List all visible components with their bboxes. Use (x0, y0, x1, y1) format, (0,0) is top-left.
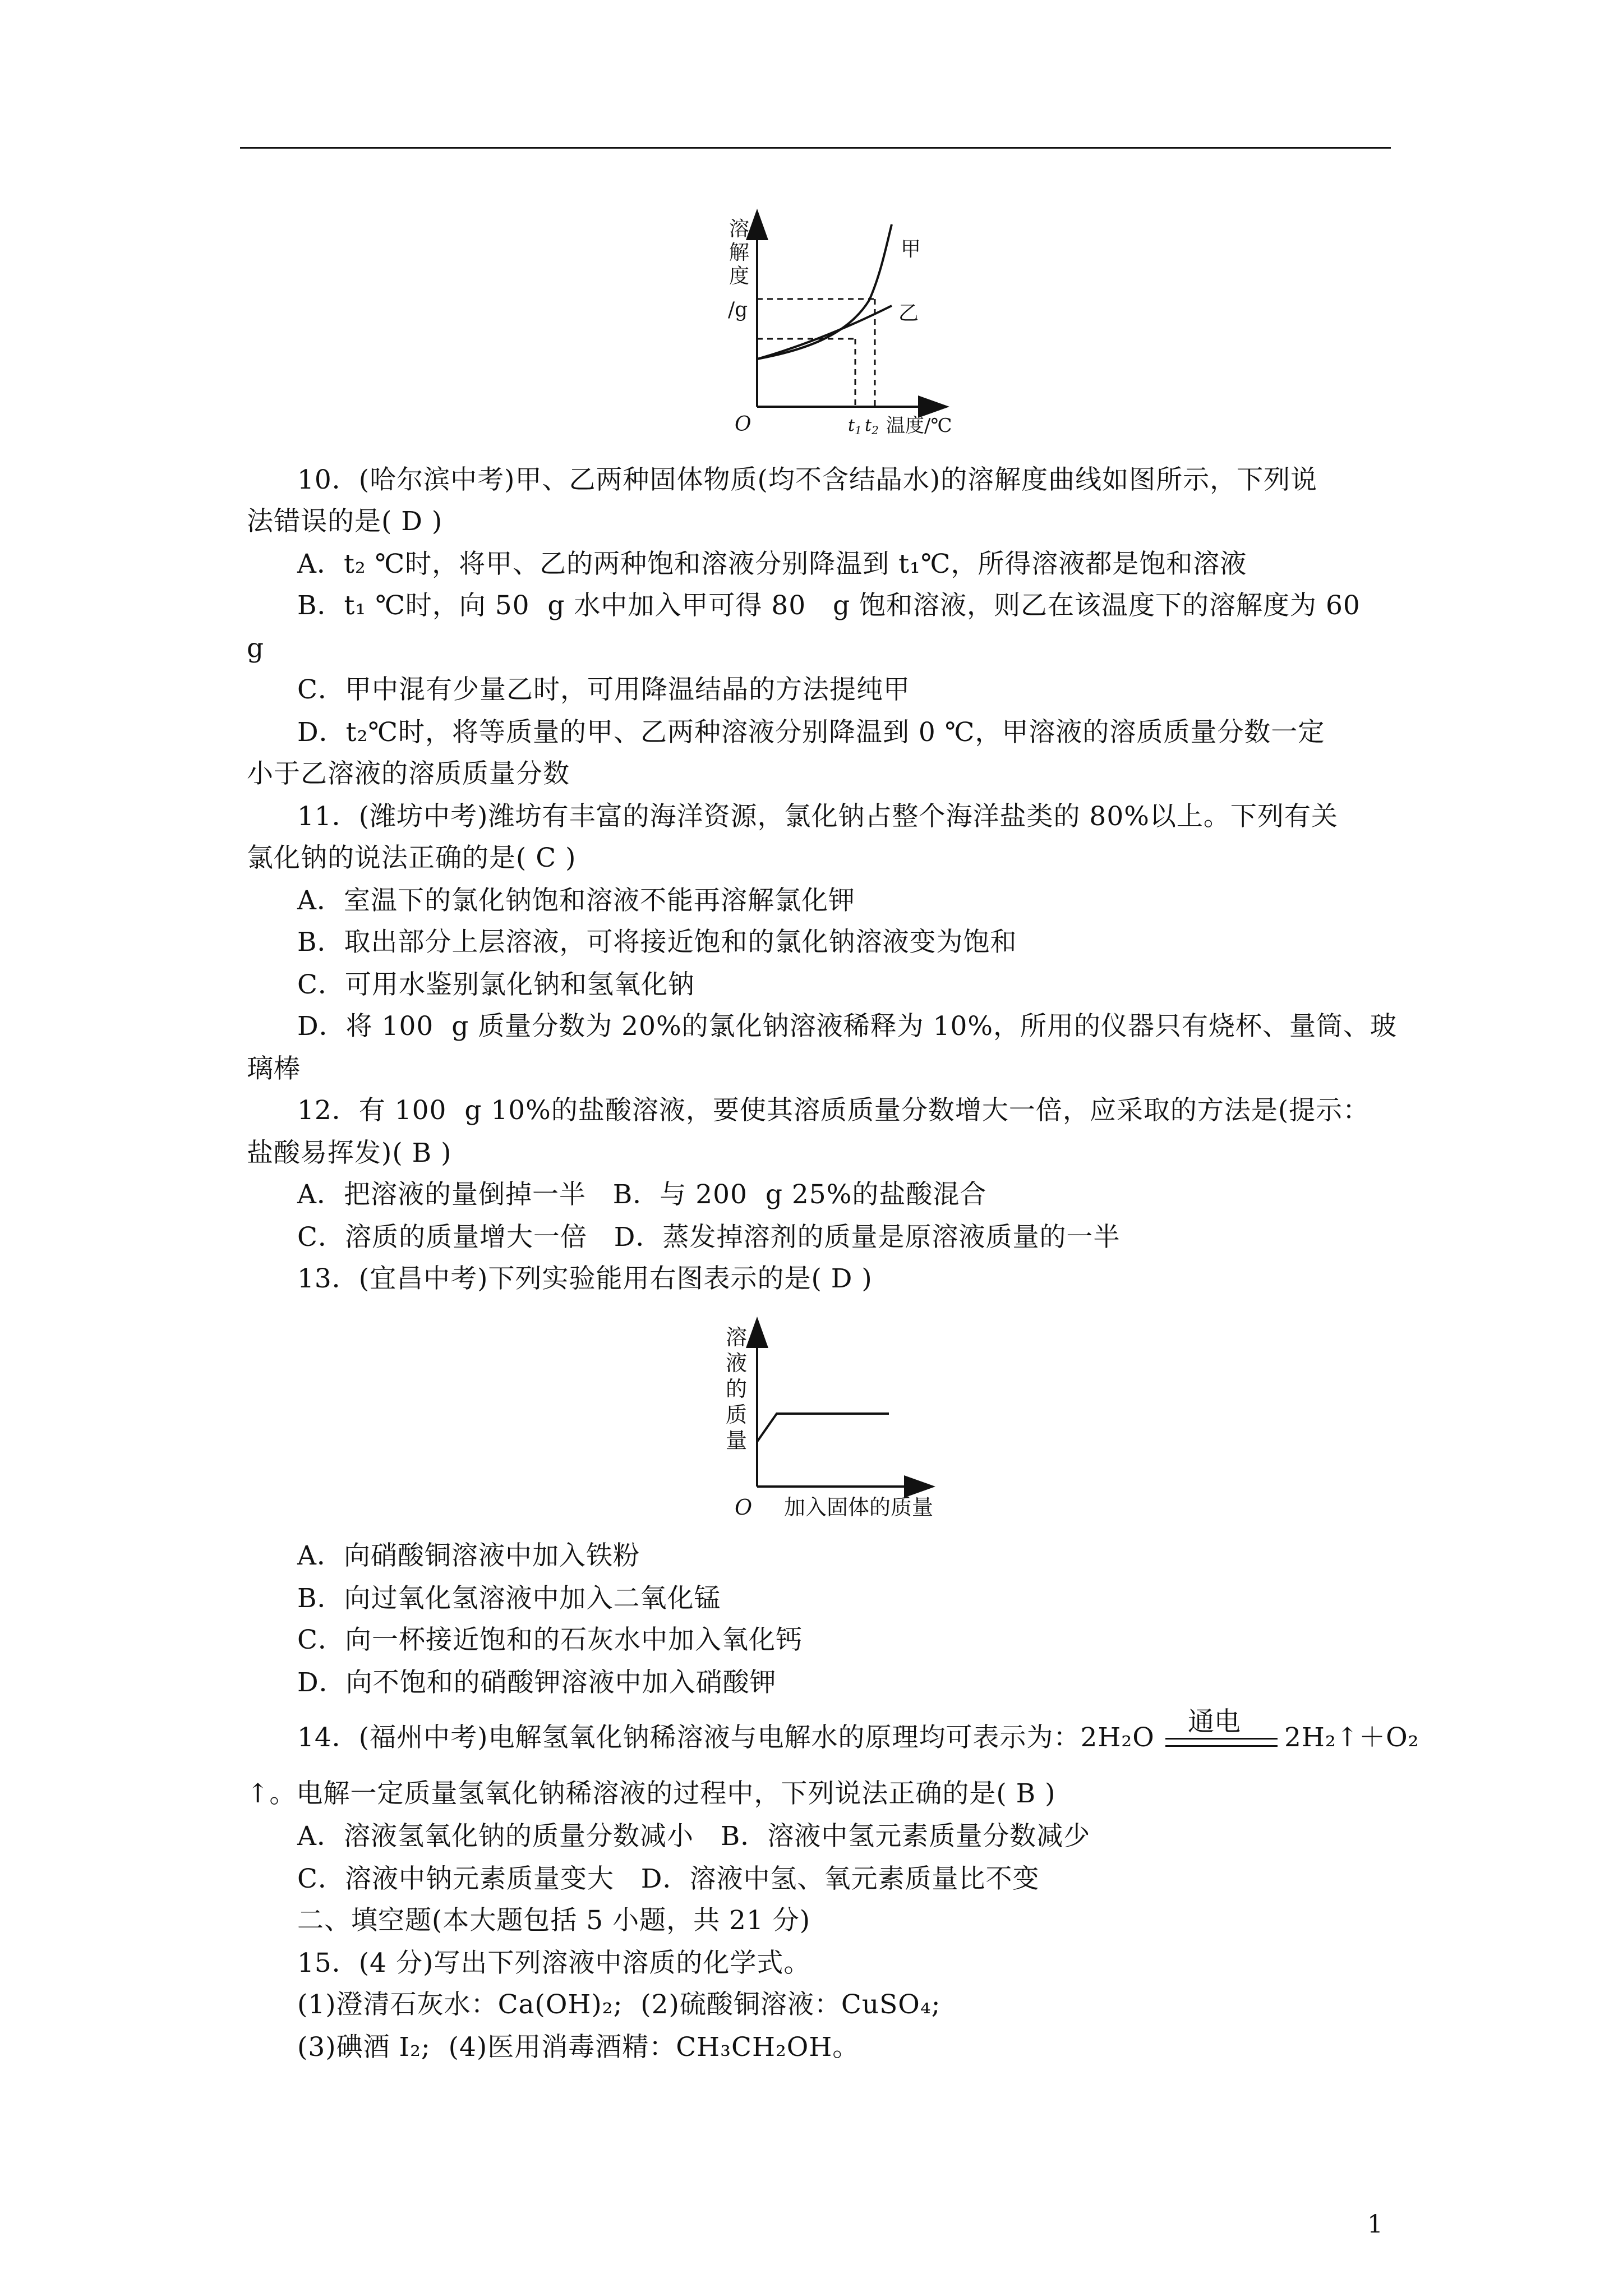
origin-label: O (735, 413, 751, 436)
q13-option-a: A．向硝酸铜溶液中加入铁粉 (297, 1540, 640, 1571)
y-label-4: /g (728, 298, 748, 321)
q14-stem-1-rhs: 2H₂↑＋O₂ (1284, 1722, 1419, 1753)
q10-option-b-1: B．t₁ ℃时，向 50 g 水中加入甲可得 80 g 饱和溶液，则乙在该温度下的溶解度为 60 (297, 590, 1361, 621)
q10-option-b-2: g (247, 633, 265, 664)
section-heading: 二、填空题(本大题包括 5 小题，共 21 分) (297, 1905, 811, 1936)
q15-stem: 15．(4 分)写出下列溶液中溶质的化学式。 (297, 1948, 811, 1978)
q13-option-d: D．向不饱和的硝酸钾溶液中加入硝酸钾 (297, 1667, 777, 1698)
page-number: 1 (1367, 2210, 1383, 2239)
tick-t2: $t_2$ (865, 416, 879, 437)
q12-options-ab: A．把溶液的量倒掉一半 B．与 200 g 25%的盐酸混合 (297, 1179, 987, 1210)
label-yi: 乙 (898, 302, 919, 325)
q15-line-2: (3)碘酒 I₂; (4)医用消毒酒精：CH₃CH₂OH。 (297, 2032, 860, 2063)
y-label-1: 溶 (729, 218, 750, 241)
y-label-5: 量 (726, 1428, 748, 1453)
q10-option-a: A．t₂ ℃时，将甲、乙的两种饱和溶液分别降温到 t₁℃，所得溶液都是饱和溶液 (297, 549, 1247, 579)
q11-option-d-2: 璃棒 (247, 1053, 301, 1084)
q13-stem: 13．(宜昌中考)下列实验能用右图表示的是( D ) (297, 1263, 873, 1294)
q10-stem-1: 10．(哈尔滨中考)甲、乙两种固体物质(均不含结晶水)的溶解度曲线如图所示，下列说 (297, 464, 1318, 495)
q12-stem-1: 12．有 100 g 10%的盐酸溶液，要使其溶质质量分数增大一倍，应采取的方法是(提示： (297, 1095, 1370, 1126)
q14-options-cd: C．溶液中钠元素质量变大 D．溶液中氢、氧元素质量比不变 (297, 1864, 1040, 1894)
curve-yi (757, 306, 892, 359)
y-label-2: 解 (729, 241, 750, 264)
mass-curve (757, 1414, 889, 1442)
solution-mass-figure (718, 1315, 987, 1529)
header-rule (240, 147, 1391, 149)
solubility-curve-figure (718, 208, 953, 443)
q11-option-d-1: D．将 100 g 质量分数为 20%的氯化钠溶液稀释为 10%，所用的仪器只有烧杯、量筒、玻 (297, 1011, 1398, 1042)
q12-options-cd: C．溶质的质量增大一倍 D．蒸发掉溶剂的质量是原溶液质量的一半 (297, 1222, 1121, 1253)
q11-option-a: A．室温下的氯化钠饱和溶液不能再溶解氯化钾 (297, 885, 855, 916)
equation-double-rule (1165, 1738, 1278, 1747)
q10-stem-2: 法错误的是( D ) (247, 506, 443, 537)
q10-option-d-1: D．t₂℃时，将等质量的甲、乙两种溶液分别降温到 0 ℃，甲溶液的溶质质量分数一定 (297, 717, 1325, 748)
q14-options-ab: A．溶液氢氧化钠的质量分数减小 B．溶液中氢元素质量分数减少 (297, 1821, 1091, 1852)
label-jia: 甲 (901, 238, 921, 261)
q10-option-d-2: 小于乙溶液的溶质质量分数 (247, 758, 570, 789)
y-label-2: 液 (726, 1351, 748, 1375)
q11-option-b: B．取出部分上层溶液，可将接近饱和的氯化钠溶液变为饱和 (297, 927, 1017, 958)
y-label-3: 度 (729, 265, 750, 288)
q11-stem-2: 氯化钠的说法正确的是( C ) (247, 843, 577, 873)
q14-condition: 通电 (1188, 1706, 1241, 1737)
origin-label: O (735, 1495, 753, 1520)
q11-option-c: C．可用水鉴别氯化钠和氢氧化钠 (297, 969, 695, 1000)
x-label: 加入固体的质量 (784, 1495, 934, 1520)
q11-stem-1: 11．(潍坊中考)潍坊有丰富的海洋资源，氯化钠占整个海洋盐类的 80%以上。下列有关 (297, 801, 1338, 832)
y-label-4: 质 (726, 1402, 748, 1427)
q13-option-c: C．向一杯接近饱和的石灰水中加入氧化钙 (297, 1625, 803, 1655)
tick-t1: $t_1$ (848, 416, 862, 437)
q15-line-1: (1)澄清石灰水：Ca(OH)₂; (2)硫酸铜溶液：CuSO₄; (297, 1989, 941, 2020)
q14-stem-1: 14．(福州中考)电解氢氧化钠稀溶液与电解水的原理均可表示为：2H₂O (297, 1722, 1155, 1753)
q10-option-c: C．甲中混有少量乙时，可用降温结晶的方法提纯甲 (297, 674, 910, 705)
q12-stem-2: 盐酸易挥发)( B ) (247, 1138, 452, 1168)
q13-option-b: B．向过氧化氢溶液中加入二氧化锰 (297, 1583, 721, 1614)
y-label-1: 溶 (726, 1325, 748, 1350)
y-label-3: 的 (726, 1377, 748, 1401)
x-label: 温度/℃ (886, 415, 952, 437)
q14-stem-2: ↑。电解一定质量氢氧化钠稀溶液的过程中，下列说法正确的是( B ) (247, 1778, 1056, 1809)
